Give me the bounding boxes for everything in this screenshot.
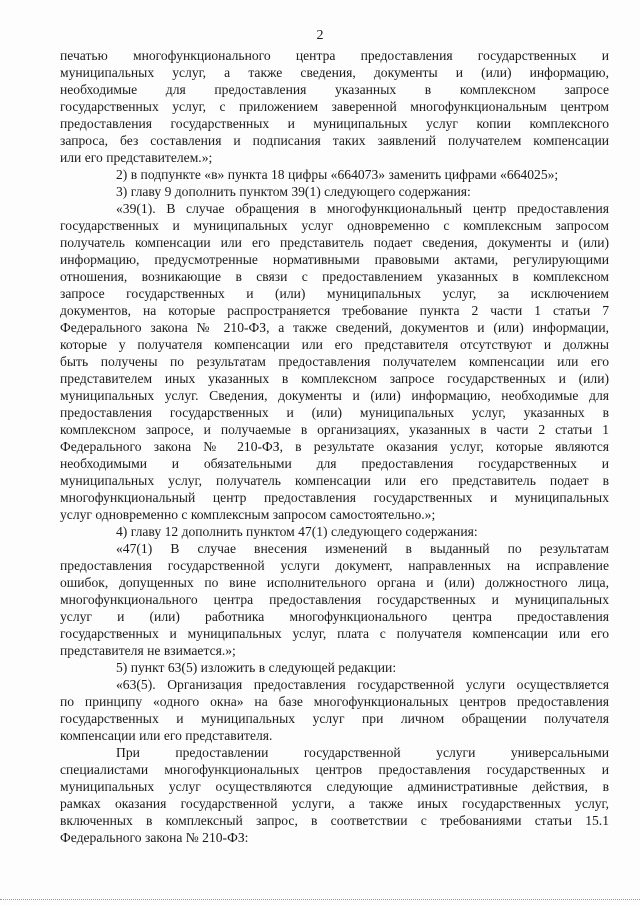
text-line: комплексном запросе, и получаемые в организациях, указанных в части 2 статьи 1 [60, 422, 609, 437]
text-line: муниципальных услуг, а также сведения, документы и (или) информацию, [60, 65, 609, 80]
text-line: государственных и муниципальных услуг, плата с получателя компенсации или его [60, 626, 609, 641]
text-line: Федерального закона № 210-ФЗ, в результате оказания услуг, которые являются [60, 439, 609, 454]
text-line: 3) главу 9 дополнить пунктом 39(1) следующего содержания: [116, 184, 471, 199]
text-line: включенных в комплексный запрос, в соответствии с требованиями статьи 15.1 [60, 813, 609, 828]
text-line: При предоставлении государственной услуги универсальными [116, 745, 609, 760]
text-line: «47(1) В случае внесения изменений в выданный по результатам [116, 541, 609, 556]
text-line: 2) в подпункте «в» пункта 18 цифры «664073» заменить цифрами «664025»; [116, 167, 559, 182]
text-line: 4) главу 12 дополнить пунктом 47(1) следующего содержания: [116, 524, 478, 539]
page-number: 2 [316, 28, 324, 43]
text-line: быть получены по результатам предоставления получателем компенсации или его [60, 354, 609, 369]
text-line: «39(1). В случае обращения в многофункциональный центр предоставления [116, 201, 609, 216]
text-line: 5) пункт 63(5) изложить в следующей редакции: [116, 660, 397, 675]
text-line: многофункциональный центр предоставления государственных и муниципальных [60, 490, 609, 505]
text-line: предоставления государственных и муниципальных услуг копии комплексного [60, 116, 609, 131]
text-line: многофункционального центра предоставления государственных и муниципальных [60, 592, 609, 607]
text-line: услуг и (или) работника многофункционального центра предоставления [60, 609, 609, 624]
text-line: получатель компенсации или его представитель подает сведения, документы и (или) [60, 235, 609, 250]
page-bottom-rule [0, 899, 640, 901]
text-line: услуг одновременно с комплексным запросом самостоятельно.»; [60, 507, 436, 522]
text-line: ошибок, допущенных по вине исполнительного органа и (или) должностного лица, [60, 575, 609, 590]
text-line: или его представителем.»; [60, 150, 213, 165]
text-line: компенсации или его представителя. [60, 728, 273, 743]
text-line: государственных и муниципальных услуг одновременно с комплексным запросом [60, 218, 609, 233]
text-line: представителя не взимается.»; [60, 643, 236, 658]
text-line: запросе государственных и (или) муниципальных услуг, за исключением [60, 286, 609, 301]
text-line: документов, на которые распространяется требование пункта 2 части 1 статьи 7 [60, 303, 609, 318]
text-line: необходимые для предоставления указанных в комплексном запросе [60, 82, 609, 97]
text-line: по принципу «одного окна» на базе многофункциональных центров предоставления [60, 694, 609, 709]
text-line: необходимыми и обязательными для предоставления государственных и [60, 456, 609, 471]
text-line: которые у получателя компенсации или его представителя отсутствуют и должны [60, 337, 609, 352]
text-line: муниципальных услуг. Сведения, документы и (или) информацию, необходимые для [60, 388, 609, 403]
text-line: Федерального закона № 210-ФЗ: [60, 830, 249, 845]
text-line: Федерального закона № 210-ФЗ, а также сведений, документов и (или) информации, [60, 320, 609, 335]
text-line: специалистами многофункциональных центров предоставления государственных и [60, 762, 609, 777]
text-line: печатью многофункционального центра предоставления государственных и [60, 48, 609, 63]
text-line: «63(5). Организация предоставления государственной услуги осуществляется [116, 677, 609, 692]
text-line: государственных и муниципальных услуг при личном обращении получателя [60, 711, 609, 726]
text-line: государственных услуг, с приложением заверенной многофункциональным центром [60, 99, 609, 114]
text-line: рамках оказания государственной услуги, а также иных государственных услуг, [60, 796, 609, 811]
text-line: предоставления государственных и (или) муниципальных услуг, указанных в [60, 405, 609, 420]
text-line: информацию, предусмотренные нормативными правовыми актами, регулирующими [60, 252, 609, 267]
text-line: отношения, возникающие в связи с предоставлением указанных в комплексном [60, 269, 609, 284]
text-line: запроса, без составления и подписания таких заявлений получателем компенсации [60, 133, 609, 148]
text-line: муниципальных услуг, получатель компенсации или его представитель подает в [60, 473, 609, 488]
text-line: представителем иных указанных в комплексном запросе государственных и (или) [60, 371, 609, 386]
text-line: муниципальных услуг осуществляются следующие административные действия, в [60, 779, 609, 794]
text-line: предоставления государственной услуги документ, направленных на исправление [60, 558, 609, 573]
